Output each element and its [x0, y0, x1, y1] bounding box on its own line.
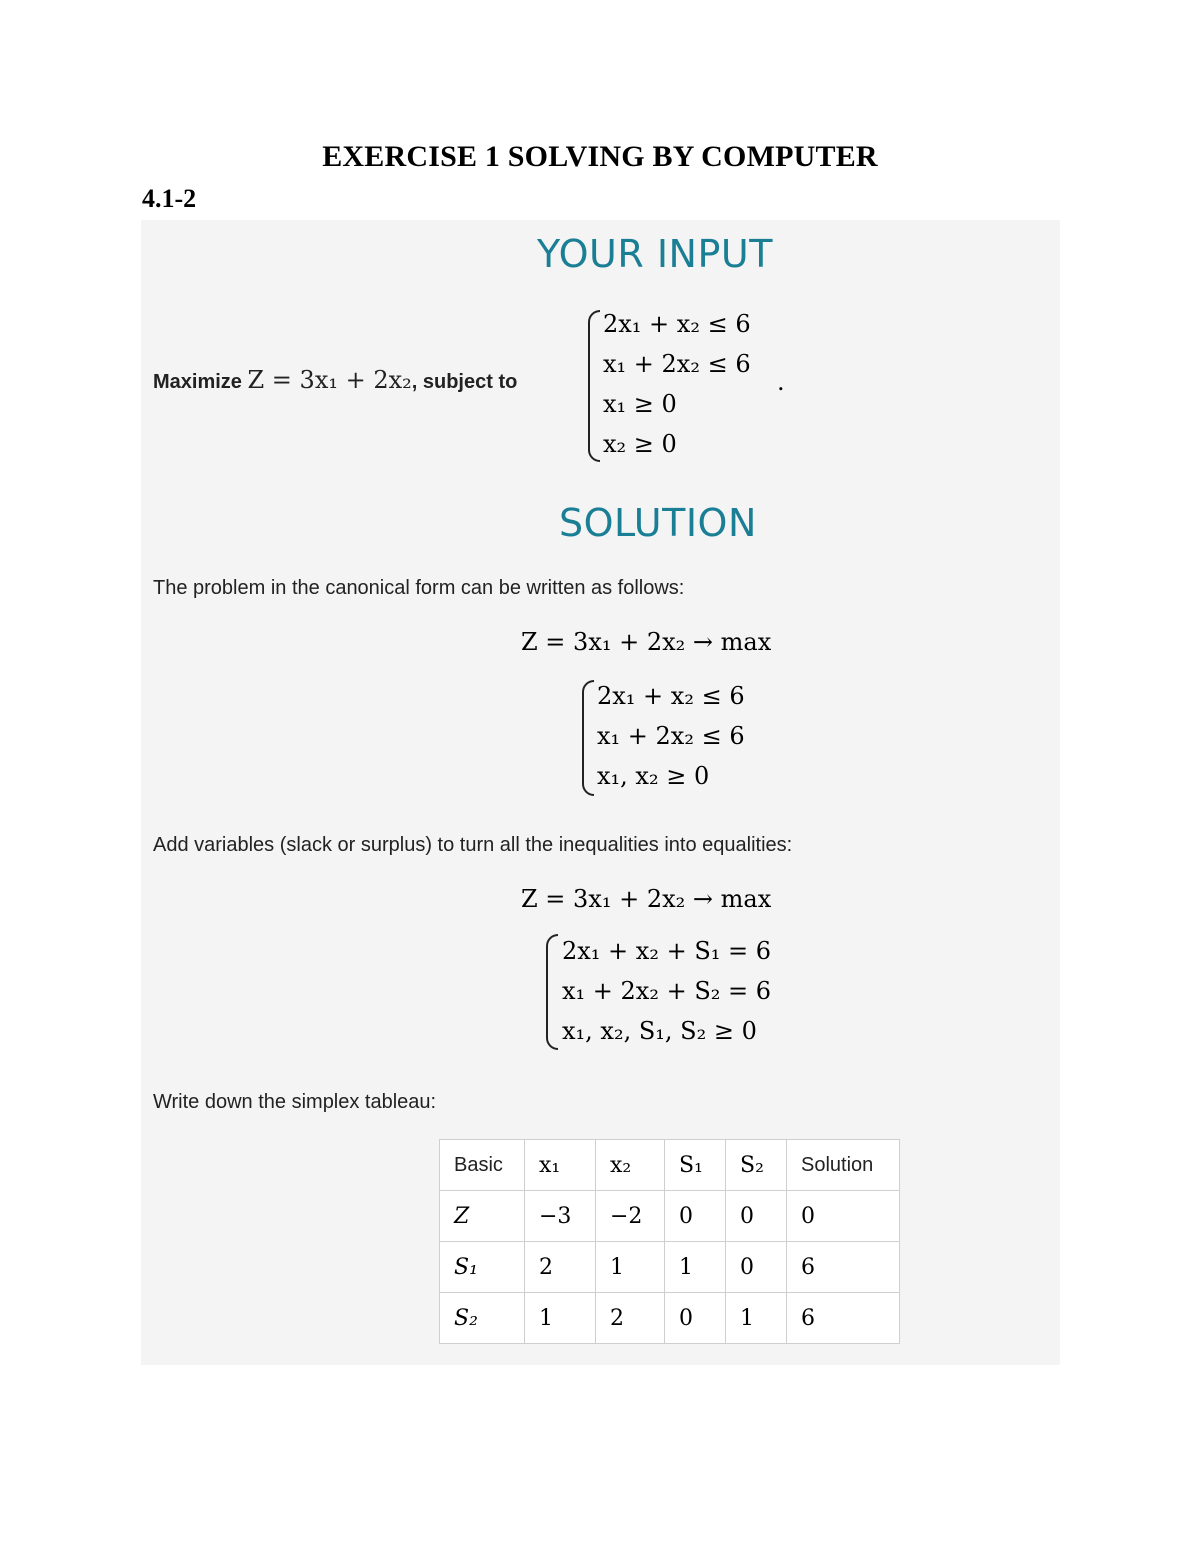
document-title: EXERCISE 1 SOLVING BY COMPUTER — [322, 140, 878, 173]
constraint-row: 2x₁ + x₂ ≤ 6 — [603, 310, 751, 338]
constraint-row: x₁ ≥ 0 — [603, 390, 677, 418]
table-cell: S₁ — [440, 1242, 525, 1293]
table-cell: 1 — [596, 1242, 665, 1293]
header-cell: Solution — [787, 1140, 900, 1191]
constraint-row: x₂ ≥ 0 — [603, 430, 677, 458]
slack-objective: Z = 3x₁ + 2x₂ → max — [521, 885, 772, 913]
slack-constraints — [562, 931, 771, 1051]
table-cell: 0 — [726, 1242, 787, 1293]
table-cell: 2 — [525, 1242, 596, 1293]
table-cell: −2 — [596, 1191, 665, 1242]
constraint-row: x₁ + 2x₂ ≤ 6 — [597, 722, 745, 750]
canonical-objective: Z = 3x₁ + 2x₂ → max — [521, 628, 772, 656]
your-input-heading: YOUR INPUT — [537, 232, 773, 276]
table-cell: −3 — [525, 1191, 596, 1242]
table-cell: 1 — [726, 1293, 787, 1344]
objective-function: Z = 3x₁ + 2x₂ — [247, 366, 412, 394]
header-cell: S₂ — [726, 1140, 787, 1191]
table-cell: 0 — [665, 1293, 726, 1344]
simplex-tableau — [439, 1139, 900, 1344]
table-cell: 6 — [787, 1242, 900, 1293]
slack-constraints-brace — [546, 934, 558, 1050]
table-cell: Z — [440, 1191, 525, 1242]
table-row — [440, 1242, 900, 1293]
canonical-constraints-brace — [582, 680, 594, 796]
header-cell: Basic — [440, 1140, 525, 1191]
solution-heading: SOLUTION — [559, 501, 757, 545]
header-cell: x₁ — [525, 1140, 596, 1191]
table-cell: 0 — [726, 1191, 787, 1242]
subject-to-label: , subject to — [411, 371, 518, 393]
maximize-label: Maximize — [153, 371, 242, 393]
section-number: 4.1-2 — [142, 184, 197, 213]
constraint-row: 2x₁ + x₂ ≤ 6 — [597, 682, 745, 710]
table-cell: S₂ — [440, 1293, 525, 1344]
canonical-constraints — [597, 676, 745, 796]
tableau-intro-text: Write down the simplex tableau: — [153, 1091, 437, 1113]
table-cell: 1 — [525, 1293, 596, 1344]
canonical-intro-text: The problem in the canonical form can be written as follows: — [153, 577, 685, 599]
constraint-row: x₁, x₂, S₁, S₂ ≥ 0 — [562, 1017, 757, 1045]
table-cell: 1 — [665, 1242, 726, 1293]
table-cell: 6 — [787, 1293, 900, 1344]
header-cell: S₁ — [665, 1140, 726, 1191]
tableau-header-row — [440, 1140, 900, 1191]
slack-intro-text: Add variables (slack or surplus) to turn all the inequalities into equalities: — [153, 834, 793, 856]
input-constraints-brace — [588, 310, 600, 462]
table-row — [440, 1191, 900, 1242]
constraint-row: 2x₁ + x₂ + S₁ = 6 — [562, 937, 772, 965]
input-constraints — [603, 304, 751, 464]
constraint-row: x₁ + 2x₂ + S₂ = 6 — [562, 977, 772, 1005]
header-cell: x₂ — [596, 1140, 665, 1191]
end-mark: . — [777, 368, 785, 396]
table-row — [440, 1293, 900, 1344]
table-cell: 0 — [787, 1191, 900, 1242]
constraint-row: x₁ + 2x₂ ≤ 6 — [603, 350, 751, 378]
constraint-row: x₁, x₂ ≥ 0 — [597, 762, 710, 790]
table-cell: 0 — [665, 1191, 726, 1242]
problem-statement — [153, 366, 517, 394]
table-cell: 2 — [596, 1293, 665, 1344]
solver-output-panel — [141, 220, 1060, 1365]
